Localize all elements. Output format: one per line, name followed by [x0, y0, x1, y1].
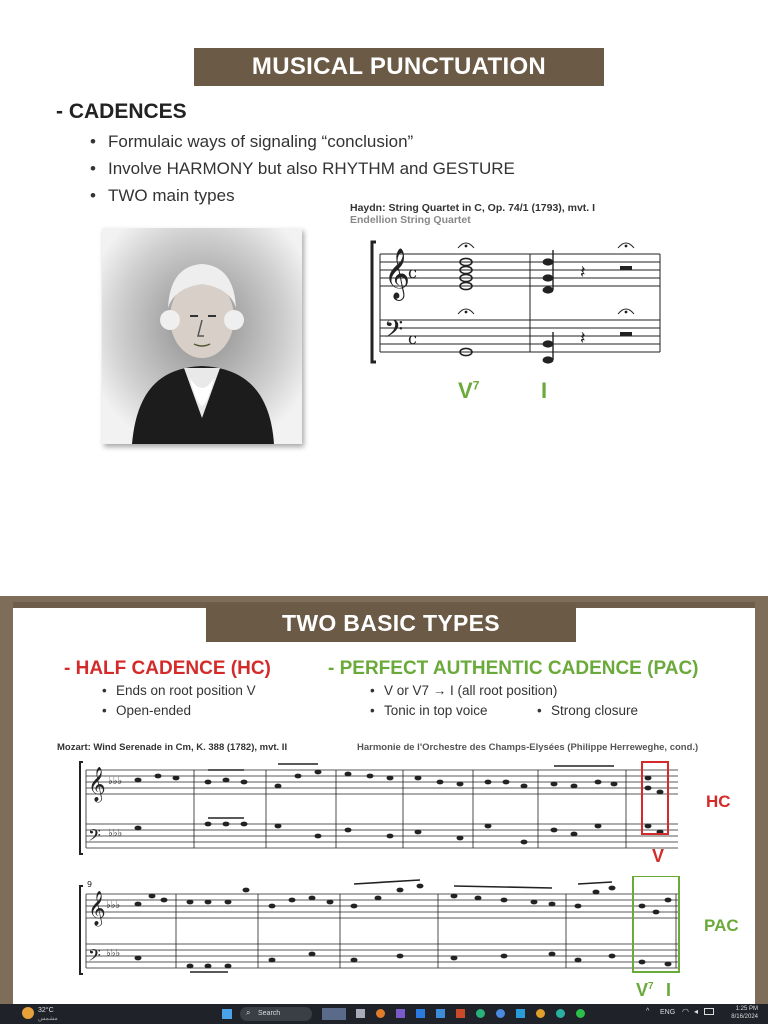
pac-bullets-extra: [537, 701, 638, 721]
chevron-up-icon[interactable]: ^: [646, 1008, 650, 1015]
weather-status: مشمس: [38, 1016, 58, 1022]
mozart-score-system2: [78, 876, 700, 978]
app-icon-3[interactable]: [416, 1009, 425, 1018]
app-icon-4[interactable]: [436, 1009, 445, 1018]
app-icon-1[interactable]: [376, 1009, 385, 1018]
search-icon: ⌕: [246, 1008, 251, 1017]
app-icon-6[interactable]: [476, 1009, 485, 1018]
svg-text:𝄞: 𝄞: [88, 767, 106, 802]
svg-text:𝄽: 𝄽: [580, 262, 586, 283]
performer-caption: Endellion String Quartet: [350, 214, 471, 226]
chord-label-i: I: [541, 378, 548, 403]
svg-text:♭♭♭: ♭♭♭: [106, 948, 121, 959]
measure-number: 9: [87, 880, 93, 889]
chord-label-v7: $V^7$: [458, 378, 480, 403]
clock-date[interactable]: 8/16/2024: [731, 1014, 758, 1020]
hc-v-label: V: [652, 846, 665, 866]
pac-chord-i: I: [666, 980, 672, 1000]
weather-icon[interactable]: [22, 1007, 34, 1019]
battery-icon[interactable]: [704, 1008, 714, 1015]
svg-text:♭♭♭: ♭♭♭: [108, 828, 123, 839]
start-button[interactable]: [222, 1009, 232, 1019]
svg-text:𝄞: 𝄞: [88, 891, 106, 926]
hc-label: HC: [706, 792, 731, 811]
weather-temp: 32°C: [38, 1007, 54, 1014]
svg-text:𝄢: 𝄢: [88, 945, 101, 969]
app-icon-7[interactable]: [496, 1009, 505, 1018]
search-box[interactable]: [240, 1007, 312, 1021]
pac-heading: - PERFECT AUTHENTIC CADENCE (PAC): [328, 658, 699, 679]
clock-time[interactable]: 1:25 PM: [735, 1006, 758, 1012]
app-icon-11[interactable]: [576, 1009, 585, 1018]
haydn-score: [370, 232, 665, 367]
app-icon-8[interactable]: [516, 1009, 525, 1018]
bullet-item: • Open-ended: [102, 701, 256, 721]
bullet-item: • TWO main types: [90, 182, 515, 209]
svg-text:𝄢: 𝄢: [88, 825, 101, 849]
bullet-item: • Ends on root position V: [102, 681, 256, 701]
app-icon-9[interactable]: [536, 1009, 545, 1018]
widget-thumbnail-icon[interactable]: [322, 1008, 346, 1020]
svg-text:𝄢: 𝄢: [384, 315, 404, 350]
volume-icon[interactable]: ◂: [694, 1007, 699, 1016]
bullet-item: • Formulaic ways of signaling “conclusion”: [90, 128, 515, 155]
app-icon-5[interactable]: [456, 1009, 465, 1018]
haydn-caption: Haydn: String Quartet in C, Op. 74/1 (1793), mvt. I: [350, 202, 596, 214]
app-icon-10[interactable]: [556, 1009, 565, 1018]
pac-bullets: [370, 681, 557, 721]
wifi-icon[interactable]: ◠: [682, 1007, 689, 1016]
svg-text:♭♭♭: ♭♭♭: [106, 900, 121, 911]
task-view-icon[interactable]: [356, 1009, 365, 1018]
svg-text:𝄽: 𝄽: [580, 328, 586, 349]
haydn-portrait: [102, 228, 302, 444]
bullet-item: • Involve HARMONY but also RHYTHM and GESTURE: [90, 155, 515, 182]
half-cadence-heading: - HALF CADENCE (HC): [64, 658, 271, 679]
svg-text:c: c: [408, 263, 417, 282]
app-icon-2[interactable]: [396, 1009, 405, 1018]
svg-text:♭♭♭: ♭♭♭: [108, 776, 123, 787]
svg-text:c: c: [408, 329, 417, 348]
performer-caption-2: Harmonie de l'Orchestre des Champs-Elysées (Philippe Herreweghe, cond.): [357, 742, 699, 753]
pac-label: PAC: [704, 916, 739, 935]
language-indicator[interactable]: ENG: [660, 1009, 676, 1016]
windows-taskbar: [0, 1004, 768, 1024]
cadences-heading: - CADENCES: [56, 100, 187, 123]
mozart-caption: Mozart: Wind Serenade in Cm, K. 388 (1782), mvt. II: [57, 742, 288, 753]
cadences-bullets: [90, 128, 515, 209]
search-placeholder: Search: [258, 1010, 281, 1017]
slide2-title: TWO BASIC TYPES: [206, 604, 576, 642]
mozart-score-system1: [78, 756, 700, 856]
svg-text:𝄞: 𝄞: [384, 248, 411, 299]
hc-bullets: [102, 681, 256, 721]
bullet-item: • Strong closure: [537, 701, 638, 721]
bullet-item: • V or V7 → I (all root position): [370, 681, 557, 701]
pac-chord-v7: $V^7$: [636, 980, 654, 1000]
slide1-title: MUSICAL PUNCTUATION: [194, 48, 604, 86]
bullet-item: • Tonic in top voice: [370, 701, 557, 721]
